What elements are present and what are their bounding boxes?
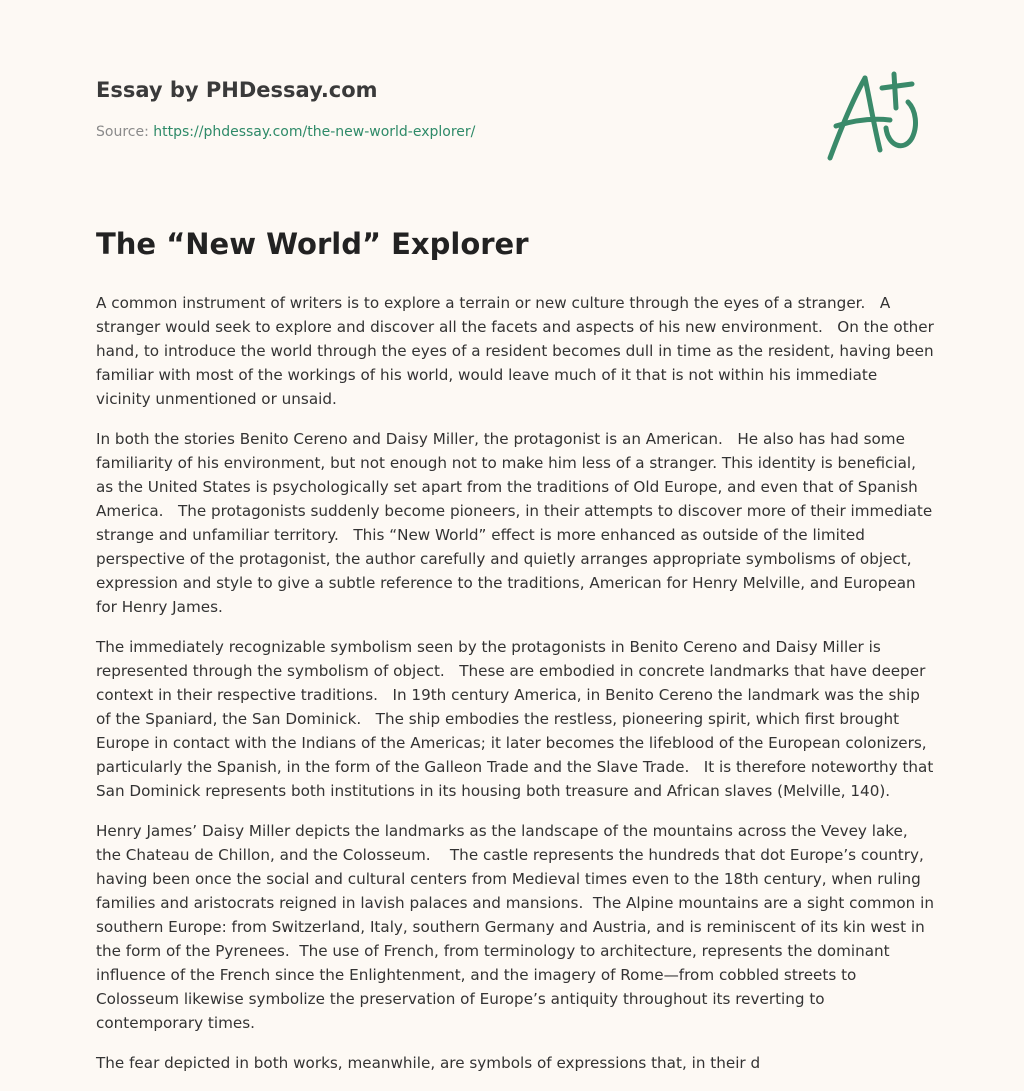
page-header [96, 75, 796, 142]
a-plus-logo-icon [820, 66, 930, 166]
essay-title: The “New World” Explorer [96, 227, 529, 261]
site-title: Essay by PHDessay.com [96, 78, 378, 102]
essay-content [96, 222, 939, 1091]
source-link[interactable]: https://phdessay.com/the-new-world-explorer/ [153, 124, 476, 140]
essay-paragraph-3: The immediately recognizable symbolism seen by the protagonists in Benito Cereno and Daisy Miller is represented through the symbolism of object. These are embodied in concrete landmarks that have deeper context in their respective traditions. In 19th century America, in Benito Cereno the landmark was the ship of the Spaniard, the San Dominick. The ship embodies the restless, pioneering spirit, which first brought Europe in contact with the Indians of the Americas; it later becomes the lifeblood of the European colonizers, particularly the Spanish, in the form of the Galleon Trade and the Slave Trade. It is therefore noteworthy that San Dominick represents both institutions in its housing both treasure and African slaves (Melville, 140). [96, 638, 939, 800]
source-label: Source: [96, 124, 154, 140]
essay-paragraph-1: A common instrument of writers is to explore a terrain or new culture through the eyes of a stranger. A stranger would seek to explore and discover all the facets and aspects of his new environment. On the other hand, to introduce the world through the eyes of a resident becomes dull in time as the resident, having been familiar with most of the workings of his world, would leave much of it that is not within his immediate vicinity unmentioned or unsaid. [96, 294, 939, 408]
essay-paragraph-5: The fear depicted in both works, meanwhile, are symbols of expressions that, in their d [96, 1054, 761, 1072]
essay-paragraph-2: In both the stories Benito Cereno and Daisy Miller, the protagonist is an American. He also has had some familiarity of his environment, but not enough not to make him less of a stranger. This identity is beneficial, as the United States is psychologically set apart from the traditions of Old Europe, and even that of Spanish America. The protagonists suddenly become pioneers, in their attempts to discover more of their immediate strange and unfamiliar territory. This “New World” effect is more enhanced as outside of the limited perspective of the protagonist, the author carefully and quietly arranges appropriate symbolisms of object, expression and style to give a subtle reference to the traditions, American for Henry Melville, and European for Henry James. [96, 430, 937, 616]
source-line [96, 122, 796, 142]
essay-paragraph-4: Henry James’ Daisy Miller depicts the landmarks as the landscape of the mountains across the Vevey lake, the Chateau de Chillon, and the Colosseum. The castle represents the hundreds that dot Europe’s country, having been once the social and cultural centers from Medieval times even to the 18th century, when ruling families and aristocrats reigned in lavish palaces and mansions. The Alpine mountains are a sight common in southern Europe: from Switzerland, Italy, southern Germany and Austria, and is reminiscent of its kin west in the form of the Pyrenees. The use of French, from terminology to architecture, represents the dominant influence of the French since the Enlightenment, and the imagery of Rome—from cobbled streets to Colosseum likewise symbolize the preservation of Europe’s antiquity throughout its reverting to contemporary times. [96, 822, 939, 1032]
